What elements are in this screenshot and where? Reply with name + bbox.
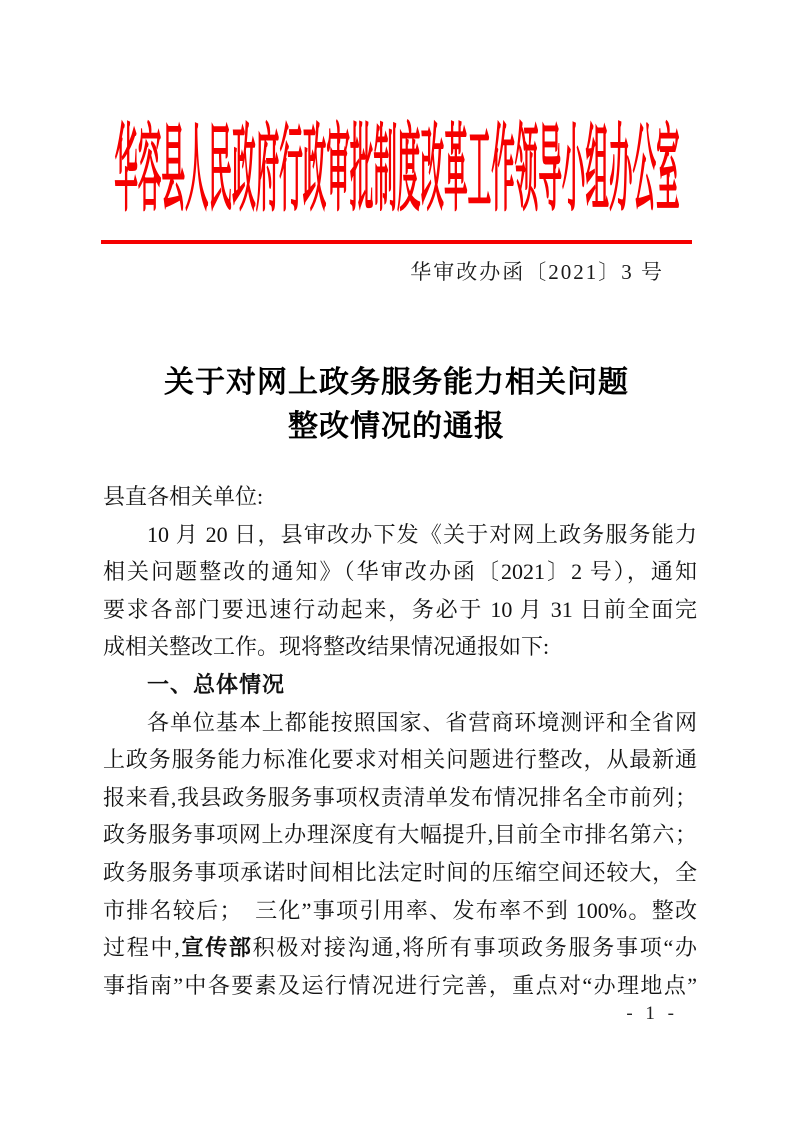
letterhead-divider-line xyxy=(101,240,692,244)
body-line xyxy=(103,741,697,779)
body-text: 政务服务事项承诺时间相比法定时间的压缩空间还较大，全 xyxy=(103,859,697,885)
body-text: 成相关整改工作。现将整改结果情况通报如下: xyxy=(103,634,550,660)
body-text: 一、总体情况 xyxy=(147,671,286,697)
document-title-line2: 整改情况的通报 xyxy=(288,410,505,443)
letterhead-org-name: 华容县人民政府行政审批制度改革工作领导小组办公室 xyxy=(113,116,680,224)
body-line xyxy=(103,478,697,516)
page-number: - 1 - xyxy=(626,1003,678,1024)
body-line xyxy=(103,628,697,666)
body-line xyxy=(103,704,697,742)
body-text: 事指南”中各要素及运行情况进行完善，重点对“办理地点” xyxy=(103,972,697,998)
body-line xyxy=(103,591,697,629)
body-text: 市排名较后； 三化”事项引用率、发布率不到 100%。整改 xyxy=(103,897,697,923)
body-text: 各单位基本上都能按照国家、省营商环境测评和全省网 xyxy=(147,709,697,735)
body-text: 相关问题整改的通知》（华审改办函〔2021〕2 号），通知 xyxy=(103,559,697,585)
body-line xyxy=(103,892,697,930)
body-line xyxy=(103,929,697,967)
body-line xyxy=(103,854,697,892)
document-title xyxy=(99,361,694,449)
body-text: 上政务服务能力标准化要求对相关问题进行整改，从最新通 xyxy=(103,747,697,773)
section-heading xyxy=(103,666,697,704)
body-text: 县直各相关单位: xyxy=(103,484,264,509)
body-line xyxy=(103,553,697,591)
body-line xyxy=(103,967,697,1005)
body-text: 过程中, xyxy=(103,935,180,961)
body-line xyxy=(103,816,697,854)
document-title-line1: 关于对网上政务服务能力相关问题 xyxy=(164,366,629,399)
body-line xyxy=(103,516,697,554)
body-text-bold: 宣传部 xyxy=(179,935,253,961)
body-text: 积极对接沟通,将所有事项政务服务事项“办 xyxy=(252,935,697,961)
letterhead xyxy=(99,116,694,224)
body-line xyxy=(103,779,697,817)
body-text: 报来看,我县政务服务事项权责清单发布情况排名全市前列； xyxy=(103,784,697,810)
body-text: 10 月 20 日，县审改办下发《关于对网上政务服务能力 xyxy=(147,521,697,547)
body-text: 政务服务事项网上办理深度有大幅提升,目前全市排名第六； xyxy=(103,822,697,848)
document-number: 华审改办函〔2021〕3 号 xyxy=(410,260,664,284)
body-text: 要求各部门要迅速行动起来，务必于 10 月 31 日前全面完 xyxy=(103,596,697,622)
document-body xyxy=(103,478,697,1004)
